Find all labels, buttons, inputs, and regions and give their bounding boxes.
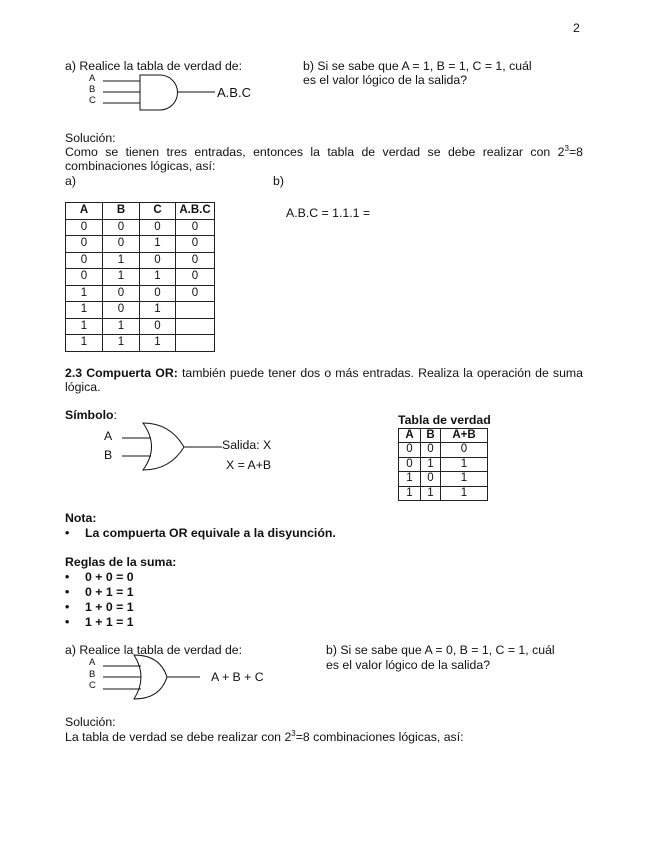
table-cell: 0 xyxy=(140,252,176,269)
and-solution-label: Solución: xyxy=(65,131,116,145)
and-answer-b: A.B.C = 1.1.1 = xyxy=(286,206,371,220)
table-cell: 1 xyxy=(103,335,140,352)
table-header: A.B.C xyxy=(176,203,215,220)
table-cell: 1 xyxy=(421,486,441,501)
and-input-c-label: C xyxy=(89,95,96,106)
rule-item: • 0 + 0 = 0 xyxy=(65,570,134,584)
table-cell: 0 xyxy=(140,219,176,236)
table-cell: 1 xyxy=(66,318,103,335)
page-number: 2 xyxy=(573,21,580,35)
table-cell: 0 xyxy=(176,236,215,253)
rule-item: • 0 + 1 = 1 xyxy=(65,585,134,599)
or-ex-input-a-label: A xyxy=(89,657,96,668)
table-cell: 1 xyxy=(103,252,140,269)
table-cell: 0 xyxy=(103,302,140,319)
or-ex-input-c-label: C xyxy=(89,680,96,691)
table-cell: 0 xyxy=(176,252,215,269)
table-cell: 0 xyxy=(176,269,215,286)
or-ex-input-b-label: B xyxy=(89,669,96,680)
table-cell: 0 xyxy=(441,443,488,458)
table-cell: 0 xyxy=(66,236,103,253)
table-cell: 0 xyxy=(66,252,103,269)
table-cell: 0 xyxy=(103,285,140,302)
note-item: • La compuerta OR equivale a la disyunción. xyxy=(65,526,336,540)
and-part-a: a) xyxy=(65,174,76,188)
table-cell: 1 xyxy=(140,335,176,352)
or-input-b-label: B xyxy=(104,448,113,462)
table-cell: 1 xyxy=(66,302,103,319)
table-cell: 1 xyxy=(441,472,488,487)
and-output-label: A.B.C xyxy=(217,85,251,100)
or-heading: 2.3 Compuerta OR: también puede tener dos o más entradas. Realiza la operación de suma lógica. xyxy=(65,366,583,394)
table-header: B xyxy=(421,429,441,443)
or-ex-solution-label: Solución: xyxy=(65,715,116,729)
or-output-label: Salida: X xyxy=(222,438,272,452)
and-prompt-b-line2: es el valor lógico de la salida? xyxy=(303,73,468,87)
table-cell: 1 xyxy=(66,335,103,352)
or-ex-prompt-b-line2: es el valor lógico de la salida? xyxy=(326,658,491,672)
table-cell: 0 xyxy=(399,443,421,458)
table-cell: 1 xyxy=(140,236,176,253)
symbol-label: Símbolo: xyxy=(65,408,117,422)
and-prompt-a: a) Realice la tabla de verdad de: xyxy=(65,59,243,73)
or-ex-prompt-a: a) Realice la tabla de verdad de: xyxy=(65,643,243,657)
and-solution-text: Como se tienen tres entradas, entonces la tabla de verdad se debe realizar con $2^3=8$ combinaciones lógicas, así: xyxy=(65,143,583,173)
or-ex-prompt-b-line1: b) Si se sabe que A = 0, B = 1, C = 1, cuál xyxy=(326,643,555,657)
table-header: A xyxy=(399,429,421,443)
table-cell: 1 xyxy=(140,269,176,286)
table-cell: 1 xyxy=(441,486,488,501)
rules-label: Reglas de la suma: xyxy=(65,555,177,569)
and-prompt-b-line1: b) Si se sabe que A = 1, B = 1, C = 1, cuál xyxy=(303,59,532,73)
table-header: B xyxy=(103,203,140,220)
table-header: A+B xyxy=(441,429,488,443)
table-cell: 0 xyxy=(103,236,140,253)
table-cell: 1 xyxy=(441,457,488,472)
table-cell: 1 xyxy=(66,285,103,302)
rule-item: • 1 + 1 = 1 xyxy=(65,615,134,629)
and-input-b-label: B xyxy=(89,84,96,95)
and-input-a-label: A xyxy=(89,73,96,84)
table-cell: 1 xyxy=(103,269,140,286)
table-cell: 0 xyxy=(66,269,103,286)
table-cell: 0 xyxy=(66,219,103,236)
rule-item: • 1 + 0 = 1 xyxy=(65,600,134,614)
table-cell: 0 xyxy=(399,457,421,472)
note-label: Nota: xyxy=(65,511,97,525)
table-cell: 0 xyxy=(140,318,176,335)
and-part-b: b) xyxy=(273,174,284,188)
table-cell: 0 xyxy=(140,285,176,302)
or-ex-solution-text: La tabla de verdad se debe realizar con $2^3=8$ combinaciones lógicas, así: xyxy=(65,728,464,744)
table-header: C xyxy=(140,203,176,220)
table-cell: 0 xyxy=(421,472,441,487)
table-cell: 1 xyxy=(140,302,176,319)
table-header: A xyxy=(66,203,103,220)
table-cell: 1 xyxy=(399,472,421,487)
table-cell: 0 xyxy=(103,219,140,236)
or-truth-title: Tabla de verdad xyxy=(398,413,491,427)
table-cell: 1 xyxy=(421,457,441,472)
table-cell: 1 xyxy=(399,486,421,501)
table-cell: 0 xyxy=(421,443,441,458)
or-ex-output-label: A + B + C xyxy=(211,670,264,684)
table-cell: 0 xyxy=(176,219,215,236)
or-equation: X = A+B xyxy=(226,458,272,472)
table-cell: 1 xyxy=(103,318,140,335)
or-input-a-label: A xyxy=(104,429,113,443)
table-cell: 0 xyxy=(176,285,215,302)
